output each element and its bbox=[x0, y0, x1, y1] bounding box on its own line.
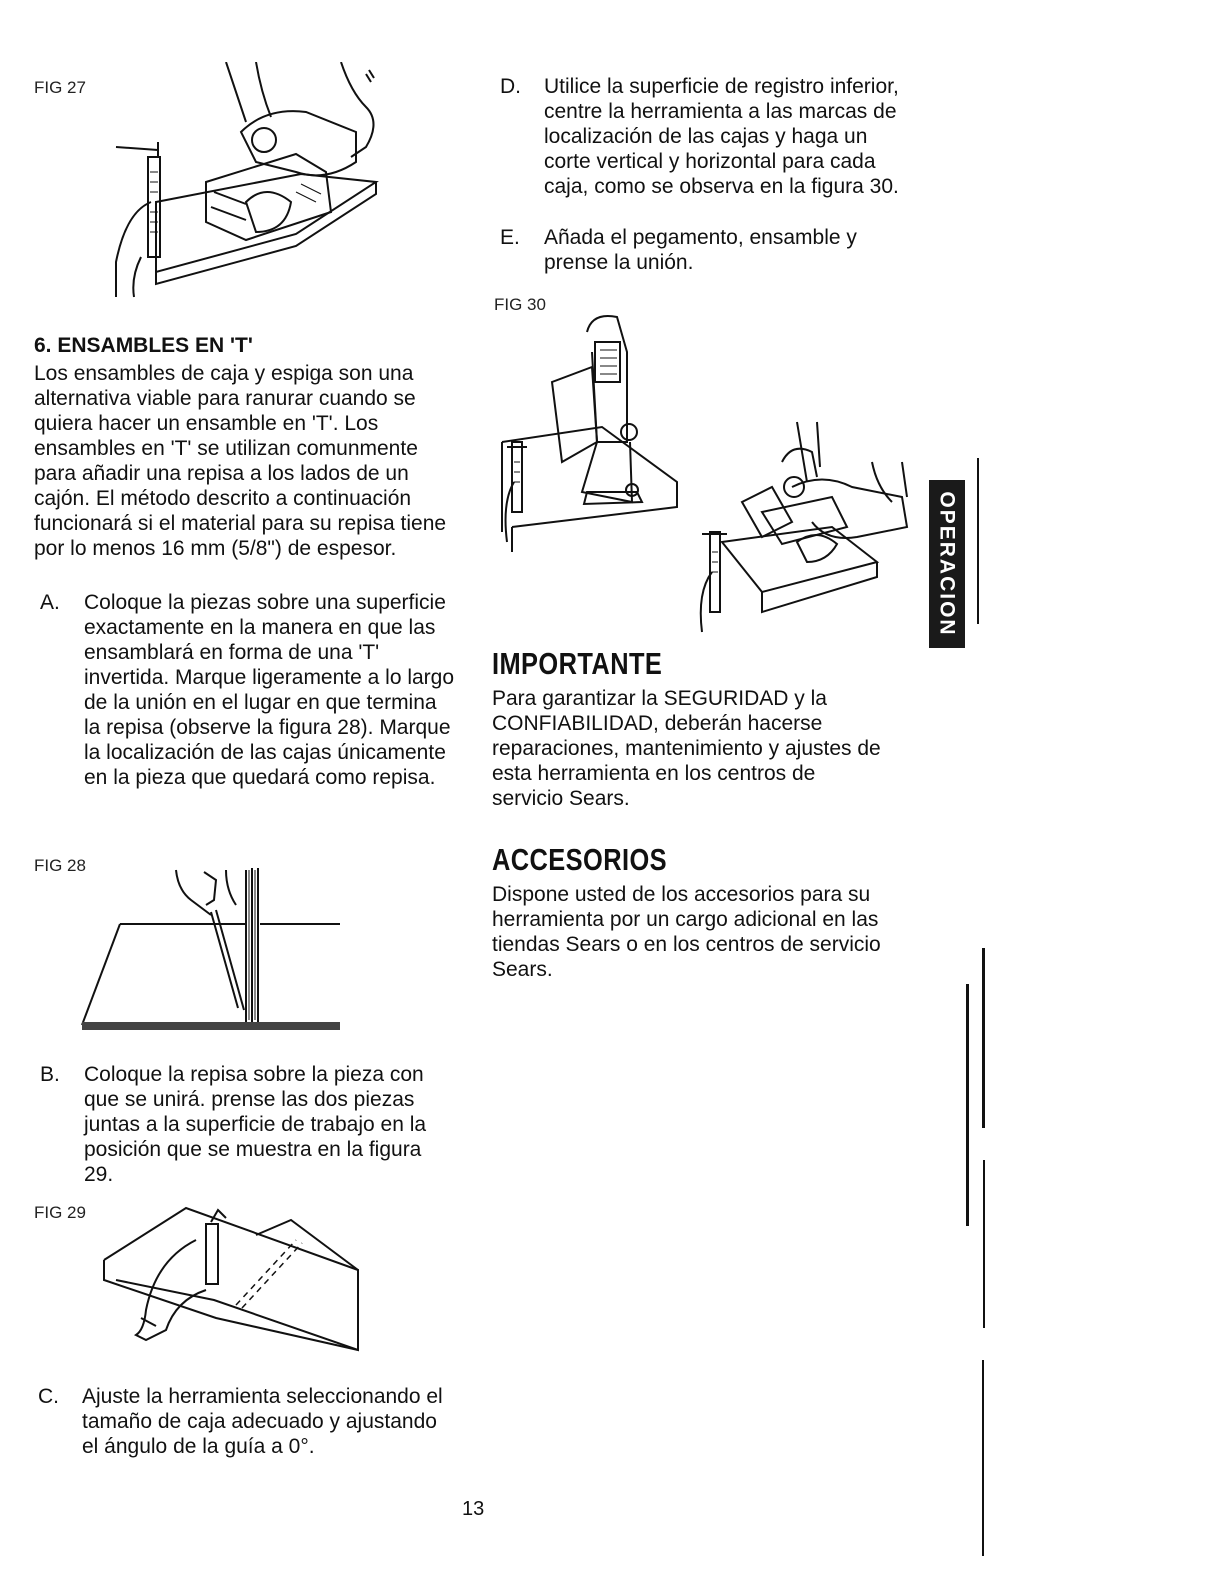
step-text: Ajuste la herramienta seleccionando el tamaño de caja adecuado y ajustando el ángulo de la guía a 0°. bbox=[82, 1385, 443, 1458]
importante-text: Para garantizar la SEGURIDAD y la CONFIABILIDAD, deberán hacerse reparaciones, mantenimiento y ajustes de esta herramienta en los centros de servicio Sears. bbox=[492, 687, 881, 810]
fig-29-label: FIG 29 bbox=[34, 1203, 86, 1222]
importante-heading: IMPORTANTE bbox=[492, 646, 663, 681]
step-a bbox=[40, 590, 460, 840]
fig-27-illustration bbox=[96, 62, 386, 302]
fig-27-label: FIG 27 bbox=[34, 78, 86, 97]
fig-28-label: FIG 28 bbox=[34, 856, 86, 875]
step-e bbox=[500, 225, 920, 277]
fig-29-illustration bbox=[96, 1200, 362, 1366]
step-b bbox=[40, 1062, 460, 1192]
step-d bbox=[500, 74, 920, 224]
section-6-intro: Los ensambles de caja y espiga son una alternativa viable para ranurar cuando se quiera hacer un ensamble en 'T'. Los ensambles en 'T' se utilizan comunmente para añadir una repisa a los lados de un cajón. El método descrito a continuación funcionará si el material para su repisa tiene por lo menos 16 mm (5/8") de espesor. bbox=[34, 362, 447, 560]
margin-line bbox=[966, 984, 969, 1226]
fig-28-illustration bbox=[76, 860, 344, 1032]
accesorios-heading: ACCESORIOS bbox=[492, 842, 668, 877]
section-side-tab bbox=[929, 480, 965, 648]
step-letter: B. bbox=[40, 1063, 60, 1086]
step-text: Coloque la repisa sobre la pieza con que se unirá. prense las dos piezas juntas a la superficie de trabajo en la posición que se muestra en la figura 29. bbox=[84, 1063, 427, 1186]
accesorios-text: Dispone usted de los accesorios para su herramienta por un cargo adicional en las tiendas Sears o en los centros de servicio Sears. bbox=[492, 883, 881, 981]
step-c bbox=[38, 1384, 458, 1494]
step-letter: A. bbox=[40, 591, 60, 614]
step-text: Utilice la superficie de registro inferior, centre la herramienta a las marcas de localización de las cajas y haga un corte vertical y horizontal para cada caja, como se observa en la figura 30. bbox=[544, 75, 899, 198]
margin-line bbox=[983, 1160, 985, 1328]
step-text: Coloque la piezas sobre una superficie exactamente en la manera en que las ensamblará en forma de una 'T' invertida. Marque ligeramente a lo largo de la unión en el lugar en que termina la repisa (observe la figura 28). Marque la localización de las cajas únicamente en la pieza que quedará como repisa. bbox=[84, 591, 455, 789]
margin-line bbox=[982, 948, 985, 1128]
step-text: Añada el pegamento, ensamble y prense la unión. bbox=[544, 226, 857, 274]
step-letter: E. bbox=[500, 226, 520, 249]
margin-line bbox=[982, 1360, 984, 1556]
section-6-heading: 6. ENSAMBLES EN 'T' bbox=[34, 334, 253, 357]
fig-30-illustration bbox=[492, 312, 912, 638]
page-number: 13 bbox=[462, 1498, 485, 1520]
step-letter: C. bbox=[38, 1385, 59, 1408]
side-tab-label: OPERACION bbox=[936, 491, 959, 637]
margin-line bbox=[977, 458, 979, 624]
fig-30-label: FIG 30 bbox=[494, 295, 546, 314]
step-letter: D. bbox=[500, 75, 521, 98]
